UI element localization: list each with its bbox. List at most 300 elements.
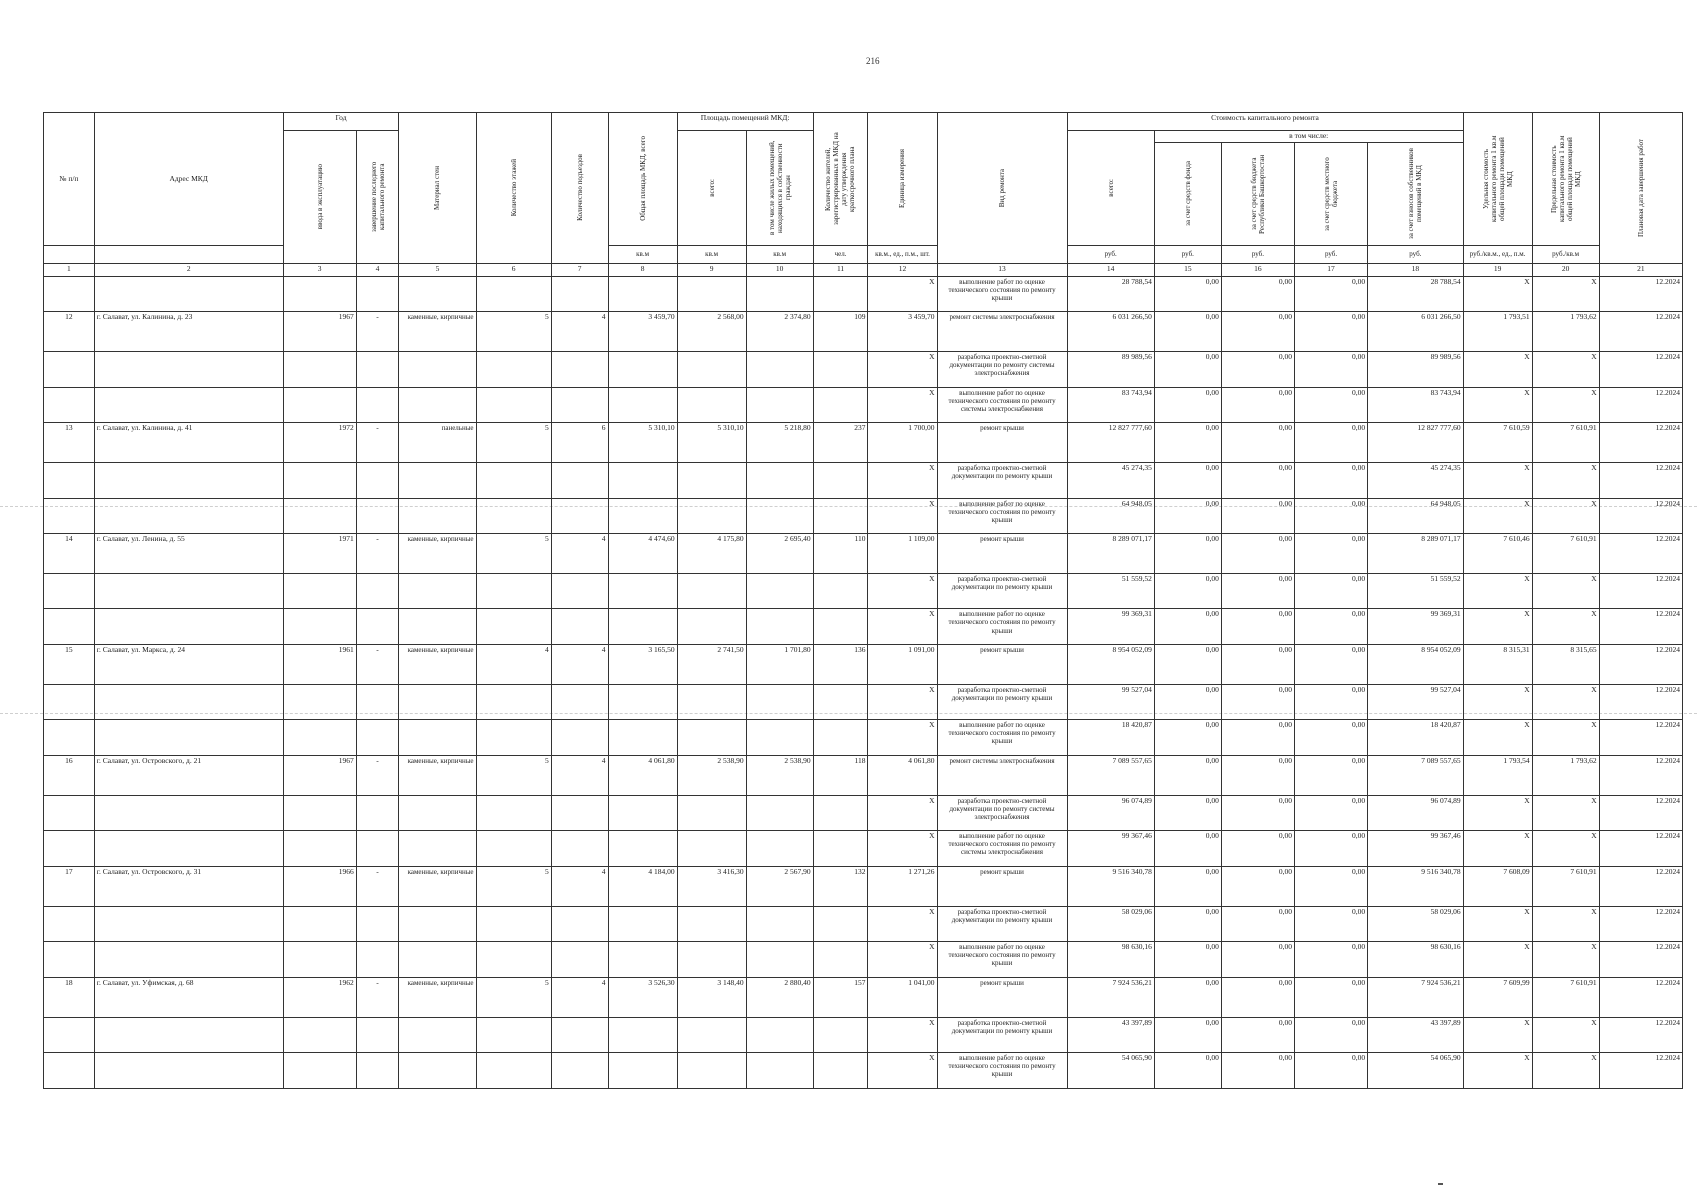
column-number: 9: [677, 263, 746, 276]
residents-cell: [813, 276, 868, 312]
year-commission-cell: [283, 1017, 356, 1053]
cost-local-cell: 0,00: [1294, 387, 1367, 423]
entrances-cell: [551, 942, 608, 978]
unit-measure-cell: X: [868, 795, 937, 831]
year-last-repair-cell: [356, 720, 399, 756]
wall-material-cell: [399, 609, 476, 645]
total-area-cell: [608, 1053, 677, 1089]
cost-total-cell: 7 924 536,21: [1067, 977, 1154, 1017]
header-entrances: Количество подъездов: [575, 154, 584, 222]
table-row: [44, 755, 1683, 795]
column-number: 21: [1599, 263, 1682, 276]
floors-cell: [476, 684, 551, 720]
planned-date-cell: 12.2024: [1599, 866, 1682, 906]
column-number: 4: [356, 263, 399, 276]
planned-date-cell: 12.2024: [1599, 644, 1682, 684]
unit-measure-cell: 3 459,70: [868, 312, 937, 352]
entrances-cell: [551, 831, 608, 867]
residents-cell: [813, 831, 868, 867]
max-cost-cell: X: [1532, 387, 1599, 423]
total-area-cell: 3 459,70: [608, 312, 677, 352]
address-cell: [94, 795, 283, 831]
repair-type-cell: выполнение работ по оценке технического состояния по ремонту крыши: [937, 1053, 1067, 1089]
total-area-cell: [608, 573, 677, 609]
row-number: [44, 684, 95, 720]
cost-local-cell: 0,00: [1294, 1017, 1367, 1053]
max-cost-cell: 7 610,91: [1532, 866, 1599, 906]
year-last-repair-cell: -: [356, 312, 399, 352]
row-number: [44, 352, 95, 388]
unit-cost-fund: руб.: [1154, 245, 1221, 263]
column-number: 6: [476, 263, 551, 276]
area-total-cell: [677, 684, 746, 720]
table-body: [44, 276, 1683, 1088]
table-row: [44, 831, 1683, 867]
entrances-cell: [551, 609, 608, 645]
unit-measure-cell: 1 271,26: [868, 866, 937, 906]
table-row: [44, 312, 1683, 352]
unit-total-area: кв.м: [608, 245, 677, 263]
floors-cell: [476, 831, 551, 867]
cost-local-cell: 0,00: [1294, 684, 1367, 720]
wall-material-cell: [399, 906, 476, 942]
address-cell: [94, 463, 283, 499]
address-cell: [94, 906, 283, 942]
cost-local-cell: 0,00: [1294, 906, 1367, 942]
row-number: [44, 1017, 95, 1053]
area-total-cell: [677, 1017, 746, 1053]
area-total-cell: [677, 831, 746, 867]
header-wall-material: Материал стен: [433, 165, 442, 210]
unit-measure-cell: 1 091,00: [868, 644, 937, 684]
address-cell: г. Салават, ул. Уфимская, д. 68: [94, 977, 283, 1017]
cost-local-cell: 0,00: [1294, 795, 1367, 831]
total-area-cell: 5 310,10: [608, 423, 677, 463]
entrances-cell: 4: [551, 312, 608, 352]
repair-register-table: [43, 112, 1683, 1089]
unit-cost-cell: X: [1463, 1017, 1532, 1053]
area-total-cell: [677, 463, 746, 499]
area-residential-cell: [746, 573, 813, 609]
wall-material-cell: [399, 684, 476, 720]
max-cost-cell: X: [1532, 1017, 1599, 1053]
residents-cell: [813, 387, 868, 423]
floors-cell: [476, 942, 551, 978]
row-number: [44, 831, 95, 867]
cost-republic-cell: 0,00: [1221, 1053, 1294, 1089]
repair-type-cell: ремонт крыши: [937, 423, 1067, 463]
address-cell: г. Салават, ул. Островского, д. 31: [94, 866, 283, 906]
planned-date-cell: 12.2024: [1599, 534, 1682, 574]
year-last-repair-cell: [356, 831, 399, 867]
unit-area-residential: кв.м: [746, 245, 813, 263]
repair-type-cell: ремонт крыши: [937, 644, 1067, 684]
cost-republic-cell: 0,00: [1221, 423, 1294, 463]
cost-owners-cell: 99 367,46: [1368, 831, 1464, 867]
column-number: 5: [399, 263, 476, 276]
unit-cost-cell: X: [1463, 276, 1532, 312]
unit-cost-cell: X: [1463, 387, 1532, 423]
table-row: [44, 573, 1683, 609]
cost-fund-cell: 0,00: [1154, 795, 1221, 831]
entrances-cell: 6: [551, 423, 608, 463]
floors-cell: [476, 1053, 551, 1089]
cost-republic-cell: 0,00: [1221, 609, 1294, 645]
area-total-cell: 2 568,00: [677, 312, 746, 352]
header-address: Адрес МКД: [94, 113, 283, 246]
planned-date-cell: 12.2024: [1599, 942, 1682, 978]
area-total-cell: [677, 720, 746, 756]
wall-material-cell: [399, 573, 476, 609]
cost-republic-cell: 0,00: [1221, 1017, 1294, 1053]
table-header: [44, 113, 1683, 277]
residents-cell: 109: [813, 312, 868, 352]
column-number: 15: [1154, 263, 1221, 276]
wall-material-cell: каменные, кирпичные: [399, 312, 476, 352]
floors-cell: [476, 498, 551, 534]
entrances-cell: [551, 906, 608, 942]
repair-type-cell: ремонт системы электроснабжения: [937, 312, 1067, 352]
year-commission-cell: [283, 831, 356, 867]
cost-republic-cell: 0,00: [1221, 312, 1294, 352]
max-cost-cell: X: [1532, 276, 1599, 312]
table-row: [44, 276, 1683, 312]
total-area-cell: 3 165,50: [608, 644, 677, 684]
column-number: 1: [44, 263, 95, 276]
unit-measure-cell: 1 700,00: [868, 423, 937, 463]
address-cell: [94, 609, 283, 645]
area-total-cell: [677, 276, 746, 312]
unit-measure-cell: X: [868, 906, 937, 942]
cost-owners-cell: 99 369,31: [1368, 609, 1464, 645]
area-total-cell: [677, 387, 746, 423]
row-number: [44, 720, 95, 756]
max-cost-cell: X: [1532, 463, 1599, 499]
wall-material-cell: [399, 1017, 476, 1053]
address-cell: [94, 276, 283, 312]
cost-republic-cell: 0,00: [1221, 534, 1294, 574]
area-residential-cell: [746, 684, 813, 720]
cost-owners-cell: 12 827 777,60: [1368, 423, 1464, 463]
area-residential-cell: 2 567,90: [746, 866, 813, 906]
total-area-cell: [608, 942, 677, 978]
residents-cell: [813, 720, 868, 756]
column-number: 13: [937, 263, 1067, 276]
year-last-repair-cell: -: [356, 644, 399, 684]
wall-material-cell: [399, 352, 476, 388]
entrances-cell: 4: [551, 534, 608, 574]
area-total-cell: [677, 906, 746, 942]
entrances-cell: [551, 352, 608, 388]
planned-date-cell: 12.2024: [1599, 573, 1682, 609]
total-area-cell: [608, 352, 677, 388]
cost-owners-cell: 8 289 071,17: [1368, 534, 1464, 574]
floors-cell: [476, 352, 551, 388]
area-residential-cell: [746, 795, 813, 831]
year-commission-cell: [283, 720, 356, 756]
area-residential-cell: [746, 498, 813, 534]
repair-type-cell: разработка проектно-сметной документации по ремонту системы электроснабжения: [937, 795, 1067, 831]
table-row: [44, 609, 1683, 645]
repair-type-cell: выполнение работ по оценке технического состояния по ремонту крыши: [937, 498, 1067, 534]
repair-type-cell: выполнение работ по оценке технического состояния по ремонту крыши: [937, 609, 1067, 645]
max-cost-cell: 7 610,91: [1532, 977, 1599, 1017]
year-commission-cell: 1972: [283, 423, 356, 463]
cost-total-cell: 9 516 340,78: [1067, 866, 1154, 906]
year-last-repair-cell: -: [356, 866, 399, 906]
header-cost-total: всего:: [1106, 178, 1115, 197]
residents-cell: 132: [813, 866, 868, 906]
row-number: 15: [44, 644, 95, 684]
repair-type-cell: разработка проектно-сметной документации по ремонту системы электроснабжения: [937, 352, 1067, 388]
unit-cost-cell: 7 608,09: [1463, 866, 1532, 906]
cost-total-cell: 12 827 777,60: [1067, 423, 1154, 463]
floors-cell: 5: [476, 866, 551, 906]
unit-measure-cell: X: [868, 276, 937, 312]
area-total-cell: [677, 352, 746, 388]
cost-republic-cell: 0,00: [1221, 498, 1294, 534]
wall-material-cell: [399, 795, 476, 831]
floors-cell: 4: [476, 644, 551, 684]
unit-measure-cell: X: [868, 573, 937, 609]
year-commission-cell: [283, 573, 356, 609]
cost-republic-cell: 0,00: [1221, 977, 1294, 1017]
header-unit-cost: Удельная стоимость капитального ремонта 1 кв.м общей площади помещений МКД: [1481, 135, 1514, 223]
floors-cell: [476, 720, 551, 756]
header-year-group: Год: [283, 113, 399, 131]
wall-material-cell: [399, 831, 476, 867]
max-cost-cell: X: [1532, 573, 1599, 609]
cost-total-cell: 58 029,06: [1067, 906, 1154, 942]
floors-cell: 5: [476, 534, 551, 574]
cost-total-cell: 99 369,31: [1067, 609, 1154, 645]
wall-material-cell: каменные, кирпичные: [399, 534, 476, 574]
unit-measure-cell: 4 061,80: [868, 755, 937, 795]
wall-material-cell: [399, 1053, 476, 1089]
cost-republic-cell: 0,00: [1221, 831, 1294, 867]
cost-republic-cell: 0,00: [1221, 942, 1294, 978]
entrances-cell: 4: [551, 866, 608, 906]
column-number: 14: [1067, 263, 1154, 276]
cost-total-cell: 45 274,35: [1067, 463, 1154, 499]
row-number: 17: [44, 866, 95, 906]
cost-local-cell: 0,00: [1294, 534, 1367, 574]
residents-cell: [813, 498, 868, 534]
residents-cell: 157: [813, 977, 868, 1017]
cost-total-cell: 18 420,87: [1067, 720, 1154, 756]
cost-fund-cell: 0,00: [1154, 906, 1221, 942]
area-residential-cell: [746, 609, 813, 645]
max-cost-cell: X: [1532, 942, 1599, 978]
unit-measure-cell: X: [868, 1053, 937, 1089]
floors-cell: [476, 1017, 551, 1053]
unit-cost-cell: X: [1463, 795, 1532, 831]
year-last-repair-cell: -: [356, 534, 399, 574]
residents-cell: 136: [813, 644, 868, 684]
area-residential-cell: [746, 463, 813, 499]
total-area-cell: [608, 906, 677, 942]
max-cost-cell: X: [1532, 609, 1599, 645]
row-number: [44, 387, 95, 423]
area-residential-cell: 1 701,80: [746, 644, 813, 684]
planned-date-cell: 12.2024: [1599, 684, 1682, 720]
year-commission-cell: [283, 942, 356, 978]
cost-total-cell: 54 065,90: [1067, 1053, 1154, 1089]
year-commission-cell: [283, 609, 356, 645]
cost-fund-cell: 0,00: [1154, 1053, 1221, 1089]
cost-owners-cell: 99 527,04: [1368, 684, 1464, 720]
cost-total-cell: 28 788,54: [1067, 276, 1154, 312]
header-residents: Количество жителей, зарегистрированных в МКД на дату утверждения краткосрочного плана: [824, 132, 857, 226]
address-cell: [94, 831, 283, 867]
cost-local-cell: 0,00: [1294, 977, 1367, 1017]
residents-cell: [813, 1053, 868, 1089]
planned-date-cell: 12.2024: [1599, 387, 1682, 423]
unit-cost-cell: 7 610,46: [1463, 534, 1532, 574]
cost-local-cell: 0,00: [1294, 352, 1367, 388]
cost-fund-cell: 0,00: [1154, 942, 1221, 978]
entrances-cell: [551, 720, 608, 756]
cost-local-cell: 0,00: [1294, 423, 1367, 463]
unit-cost-local: руб.: [1294, 245, 1367, 263]
total-area-cell: [608, 463, 677, 499]
address-cell: г. Салават, ул. Калинина, д. 23: [94, 312, 283, 352]
total-area-cell: 3 526,30: [608, 977, 677, 1017]
cost-owners-cell: 96 074,89: [1368, 795, 1464, 831]
unit-measure-cell: X: [868, 831, 937, 867]
row-number: 13: [44, 423, 95, 463]
unit-cost-cell: X: [1463, 906, 1532, 942]
unit-measure-cell: X: [868, 720, 937, 756]
year-last-repair-cell: [356, 609, 399, 645]
header-total-area: Общая площадь МКД, всего: [638, 136, 647, 222]
total-area-cell: [608, 720, 677, 756]
header-cost-local: за счет средств местного бюджета: [1322, 156, 1339, 231]
cost-total-cell: 7 089 557,65: [1067, 755, 1154, 795]
row-number: [44, 276, 95, 312]
area-residential-cell: [746, 352, 813, 388]
planned-date-cell: 12.2024: [1599, 795, 1682, 831]
wall-material-cell: каменные, кирпичные: [399, 977, 476, 1017]
planned-date-cell: 12.2024: [1599, 831, 1682, 867]
planned-date-cell: 12.2024: [1599, 1053, 1682, 1089]
address-cell: [94, 387, 283, 423]
row-number: [44, 573, 95, 609]
header-year-last-repair: завершение последнего капитального ремонта: [369, 161, 386, 232]
year-commission-cell: [283, 906, 356, 942]
total-area-cell: [608, 684, 677, 720]
repair-type-cell: разработка проектно-сметной документации по ремонту крыши: [937, 906, 1067, 942]
cost-total-cell: 43 397,89: [1067, 1017, 1154, 1053]
max-cost-cell: 7 610,91: [1532, 423, 1599, 463]
residents-cell: [813, 573, 868, 609]
total-area-cell: [608, 387, 677, 423]
header-max-cost: Предельная стоимость капитального ремонта 1 кв.м общей площади помещений МКД: [1549, 135, 1582, 223]
header-cost-fund: за счет средств фонда: [1183, 161, 1192, 227]
unit-cost-total: руб.: [1067, 245, 1154, 263]
cost-republic-cell: 0,00: [1221, 352, 1294, 388]
cost-local-cell: 0,00: [1294, 1053, 1367, 1089]
residents-cell: [813, 906, 868, 942]
floors-cell: [476, 387, 551, 423]
year-commission-cell: [283, 1053, 356, 1089]
total-area-cell: [608, 795, 677, 831]
address-cell: [94, 1053, 283, 1089]
unit-measure-cell: X: [868, 609, 937, 645]
area-residential-cell: [746, 1053, 813, 1089]
wall-material-cell: каменные, кирпичные: [399, 866, 476, 906]
header-cost-owners: за счет взносов собственников помещений в МКД: [1407, 148, 1424, 240]
table-row: [44, 1017, 1683, 1053]
column-number: 12: [868, 263, 937, 276]
year-commission-cell: 1967: [283, 312, 356, 352]
address-cell: [94, 352, 283, 388]
table-row: [44, 463, 1683, 499]
entrances-cell: [551, 387, 608, 423]
unit-area-total: кв.м: [677, 245, 746, 263]
cost-fund-cell: 0,00: [1154, 831, 1221, 867]
table-row: [44, 1053, 1683, 1089]
header-year-commission: ввода в эксплуатацию: [315, 164, 324, 230]
row-number: 16: [44, 755, 95, 795]
cost-total-cell: 51 559,52: [1067, 573, 1154, 609]
cost-total-cell: 83 743,94: [1067, 387, 1154, 423]
cost-total-cell: 98 630,16: [1067, 942, 1154, 978]
row-number: 12: [44, 312, 95, 352]
entrances-cell: [551, 795, 608, 831]
cost-local-cell: 0,00: [1294, 644, 1367, 684]
address-cell: [94, 684, 283, 720]
planned-date-cell: 12.2024: [1599, 498, 1682, 534]
column-number: 11: [813, 263, 868, 276]
area-total-cell: 3 416,30: [677, 866, 746, 906]
year-last-repair-cell: [356, 942, 399, 978]
row-number: [44, 942, 95, 978]
year-last-repair-cell: [356, 498, 399, 534]
table-row: [44, 866, 1683, 906]
area-total-cell: [677, 573, 746, 609]
year-commission-cell: [283, 795, 356, 831]
cost-owners-cell: 83 743,94: [1368, 387, 1464, 423]
table-row: [44, 977, 1683, 1017]
year-last-repair-cell: [356, 1053, 399, 1089]
header-cost-group: Стоимость капитального ремонта: [1067, 113, 1463, 131]
unit-cost-cell: 1 793,54: [1463, 755, 1532, 795]
cost-fund-cell: 0,00: [1154, 463, 1221, 499]
column-number: 8: [608, 263, 677, 276]
header-area-group: Площадь помещений МКД:: [677, 113, 813, 131]
floors-cell: [476, 906, 551, 942]
cost-republic-cell: 0,00: [1221, 684, 1294, 720]
area-residential-cell: 2 695,40: [746, 534, 813, 574]
unit-cost-cell: 8 315,31: [1463, 644, 1532, 684]
area-total-cell: 5 310,10: [677, 423, 746, 463]
cost-fund-cell: 0,00: [1154, 423, 1221, 463]
table-row: [44, 795, 1683, 831]
floors-cell: [476, 609, 551, 645]
repair-type-cell: разработка проектно-сметной документации по ремонту крыши: [937, 463, 1067, 499]
total-area-cell: [608, 831, 677, 867]
year-last-repair-cell: [356, 795, 399, 831]
total-area-cell: 4 474,60: [608, 534, 677, 574]
max-cost-cell: X: [1532, 720, 1599, 756]
planned-date-cell: 12.2024: [1599, 463, 1682, 499]
row-number: [44, 609, 95, 645]
planned-date-cell: 12.2024: [1599, 352, 1682, 388]
wall-material-cell: [399, 720, 476, 756]
column-number: 19: [1463, 263, 1532, 276]
unit-cost-cell: X: [1463, 1053, 1532, 1089]
